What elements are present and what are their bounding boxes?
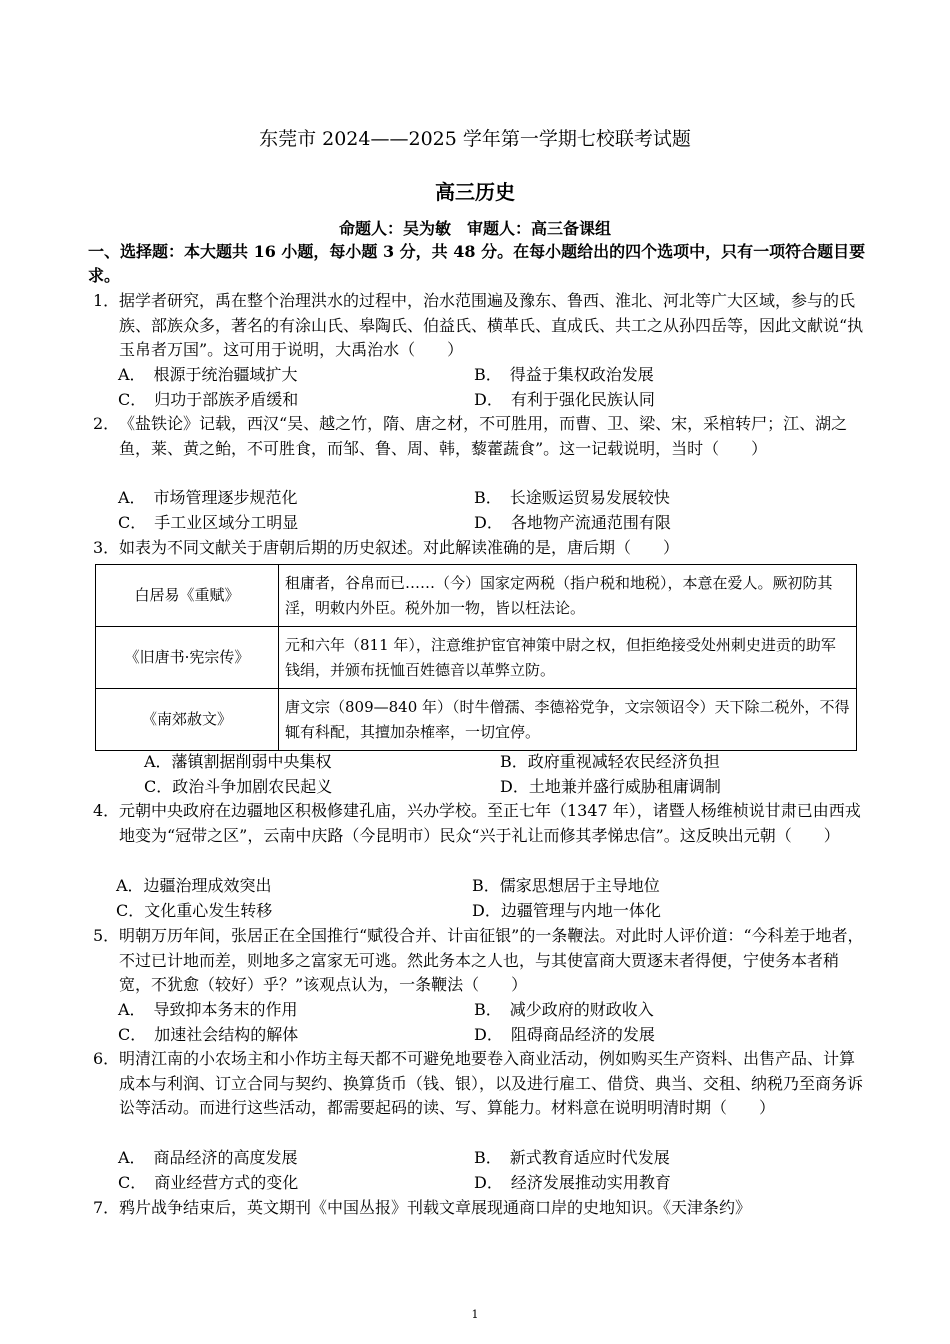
history-sources-table: [95, 564, 857, 751]
question-2: [93, 412, 868, 461]
question-6-options: [118, 1146, 878, 1195]
question-stem: 如表为不同文献关于唐朝后期的历史叙述。对此解读准确的是，唐后期（ ）: [119, 538, 680, 557]
question-5: [93, 924, 868, 998]
table-row: [96, 565, 857, 627]
content-cell: 唐文宗（809—840 年）（时牛僧孺、李德裕党争，文宗领诏令）天下除二税外，不得辄有科配，其擅加杂榷率，一切宜停。: [279, 689, 857, 751]
question-3: [93, 536, 868, 561]
option-c[interactable]: C． 手工业区域分工明显: [118, 512, 299, 532]
option-c[interactable]: C．政治斗争加剧农民起义: [144, 776, 333, 796]
exam-authors: 命题人：吴为敏 审题人：高三备课组: [338, 219, 611, 238]
option-c[interactable]: C． 商业经营方式的变化: [118, 1172, 299, 1192]
question-1: [93, 289, 868, 363]
question-number: 3．: [93, 538, 120, 557]
option-b[interactable]: B． 长途贩运贸易发展较快: [474, 488, 670, 507]
question-number: 2．: [93, 414, 120, 433]
source-cell: 《旧唐书·宪宗传》: [96, 627, 279, 689]
option-b[interactable]: B． 减少政府的财政收入: [474, 1000, 654, 1019]
option-d[interactable]: D． 阻碍商品经济的发展: [474, 1024, 655, 1044]
option-d[interactable]: D．边疆管理与内地一体化: [472, 900, 661, 920]
exam-subject: 高三历史: [435, 180, 515, 204]
source-cell: 白居易《重赋》: [96, 565, 279, 627]
table-row: [96, 627, 857, 689]
option-b[interactable]: B．儒家思想居于主导地位: [472, 876, 660, 895]
option-b[interactable]: B． 新式教育适应时代发展: [474, 1148, 670, 1167]
content-cell: 租庸者，谷帛而已……（今）国家定两税（指户税和地税），本意在爱人。厥初防其淫，明敕内外臣。税外加一物，皆以枉法论。: [279, 565, 857, 627]
question-2-options: [118, 486, 878, 535]
option-c[interactable]: C．文化重心发生转移: [116, 900, 273, 920]
question-number: 7．: [93, 1198, 120, 1217]
option-a[interactable]: A．边疆治理成效突出: [116, 876, 272, 895]
option-d[interactable]: D． 有利于强化民族认同: [474, 389, 655, 409]
option-a[interactable]: A． 导致抑本务末的作用: [118, 1000, 298, 1019]
question-stem: 鸦片战争结束后，英文期刊《中国丛报》刊载文章展现通商口岸的史地知识。《天津条约》: [119, 1198, 752, 1217]
question-3-options: [144, 750, 904, 799]
question-number: 6．: [93, 1049, 120, 1068]
question-number: 1．: [93, 291, 120, 310]
question-1-options: [118, 363, 878, 412]
option-c[interactable]: C． 归功于部族矛盾缓和: [118, 389, 299, 409]
option-d[interactable]: D． 各地物产流通范围有限: [474, 512, 671, 532]
question-5-options: [118, 998, 878, 1047]
question-7: [93, 1196, 868, 1221]
option-a[interactable]: A．藩镇割据削弱中央集权: [144, 752, 332, 771]
option-d[interactable]: D．土地兼并盛行威胁租庸调制: [500, 776, 721, 796]
option-b[interactable]: B．政府重视减轻农民经济负担: [500, 752, 720, 771]
question-stem: 明朝万历年间，张居正在全国推行“赋役合并、计亩征银”的一条鞭法。对此时人评价道：“今科差于地者，不过已计地而差，则地多之富家无可逃。然此务本之人也，与其使富商大贾逐末者得便，宁使务本者稍宽，不犹愈（较好）乎？”该观点认为，一条鞭法（ ）: [119, 926, 864, 995]
question-number: 4．: [93, 801, 120, 820]
option-d[interactable]: D． 经济发展推动实用教育: [474, 1172, 671, 1192]
page-number: 1: [471, 1308, 479, 1321]
question-number: 5．: [93, 926, 120, 945]
question-4: [93, 799, 868, 848]
content-cell: 元和六年（811 年），注意维护宦官神策中尉之权，但拒绝接受处州刺史进贡的助军钱绢，并颁布抚恤百姓德音以革弊立防。: [279, 627, 857, 689]
option-a[interactable]: A． 市场管理逐步规范化: [118, 488, 298, 507]
table-row: [96, 689, 857, 751]
question-4-options: [116, 874, 876, 923]
question-stem: 据学者研究，禹在整个治理洪水的过程中，治水范围遍及豫东、鲁西、淮北、河北等广大区域，参与的氏族、部族众多，著名的有涂山氏、皋陶氏、伯益氏、横革氏、直成氏、共工之从孙四岳等，因此文献说“执玉帛者万国”。这可用于说明，大禹治水（ ）: [119, 291, 864, 360]
option-a[interactable]: A． 商品经济的高度发展: [118, 1148, 298, 1167]
question-stem: 明清江南的小农场主和小作坊主每天都不可避免地要卷入商业活动，例如购买生产资料、出售产品、计算成本与利润、订立合同与契约、换算货币（钱、银），以及进行雇工、借贷、典当、交租、纳税乃至商务诉讼等活动。而进行这些活动，都需要起码的读、写、算能力。材料意在说明明清时期（ ）: [119, 1049, 864, 1118]
source-cell: 《南郊赦文》: [96, 689, 279, 751]
question-stem: 元朝中央政府在边疆地区积极修建孔庙，兴办学校。至正七年（1347 年），诸暨人杨维桢说甘肃已由西戎地变为“冠带之区”，云南中庆路（今昆明市）民众“兴于礼让而修其孝悌忠信”。这反映出元朝（ ）: [119, 801, 861, 845]
section-heading: 一、选择题：本大题共 16 小题，每小题 3 分，共 48 分。在每小题给出的四个选项中，只有一项符合题目要求。: [88, 242, 866, 285]
option-b[interactable]: B． 得益于集权政治发展: [474, 365, 654, 384]
option-c[interactable]: C． 加速社会结构的解体: [118, 1024, 299, 1044]
question-6: [93, 1047, 868, 1121]
option-a[interactable]: A． 根源于统治疆域扩大: [118, 365, 298, 384]
exam-title: 东莞市 2024——2025 学年第一学期七校联考试题: [259, 128, 691, 150]
question-stem: 《盐铁论》记载，西汉“吴、越之竹，隋、唐之材，不可胜用，而曹、卫、梁、宋，采棺转尸；江、湖之鱼，莱、黄之鲐，不可胜食，而邹、鲁、周、韩，藜藿蔬食”。这一记载说明，当时（ ）: [119, 414, 848, 458]
